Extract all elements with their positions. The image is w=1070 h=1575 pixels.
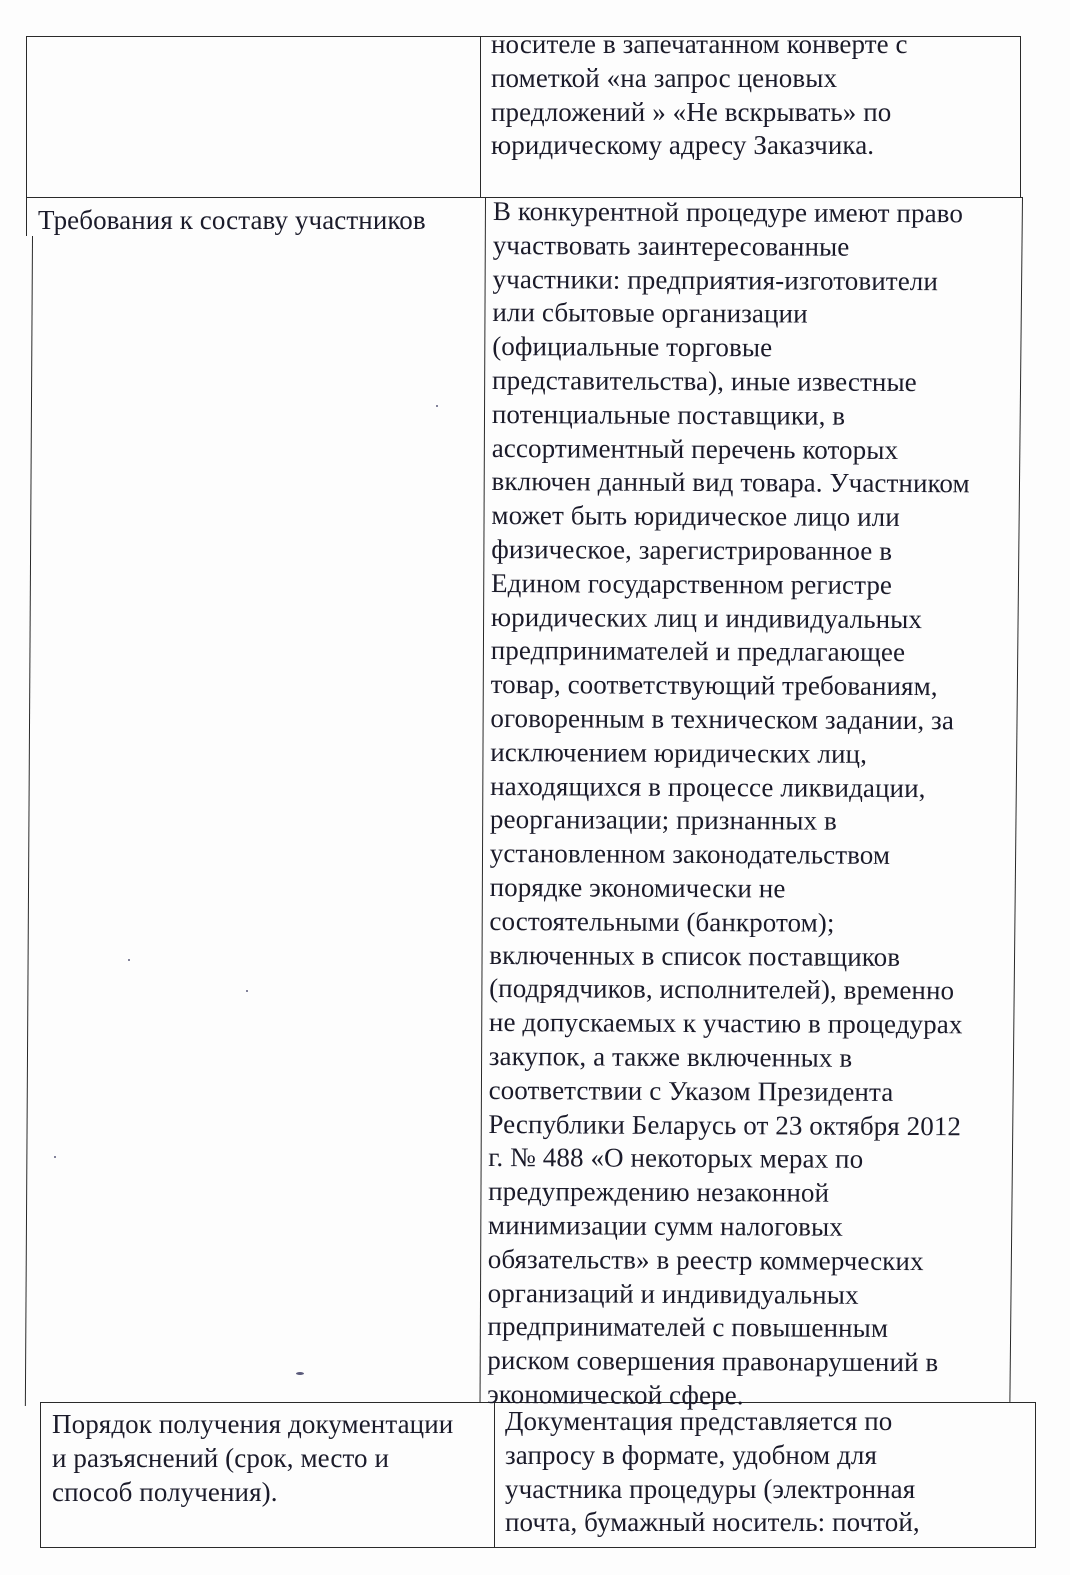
column-divider-middle <box>480 197 486 1402</box>
scan-speck <box>54 1156 56 1158</box>
column-divider-upper <box>480 36 481 197</box>
scan-speck <box>436 405 438 407</box>
table-left-border-lower <box>40 1402 41 1547</box>
scan-speck <box>296 1372 304 1375</box>
scan-speck <box>246 990 248 992</box>
row-3-content: Документация представляется по запросу в формате, удобном для участника процедуры (электронная почта, бумажный носитель: почтой, <box>505 1406 920 1538</box>
row-2-label: Требования к составу участников <box>38 205 426 235</box>
table-bottom-border <box>40 1547 1036 1548</box>
row-1-content: носителе в запечатанном конверте с пометкой «на запрос ценовых предложений » «Не вскрывать» по юридическому адресу Заказчика. <box>491 29 908 161</box>
row-3-label: Порядок получения документации и разъяснений (срок, место и способ получения). <box>52 1409 454 1507</box>
table-right-border-upper <box>1020 36 1021 197</box>
row-2-content: В конкурентной процедуре имеют право участвовать заинтересованные участники: предприятия-изготовители или сбытовые организации (официальные торговые представительства), иные известные потенциальные поставщики, в ассортиментный перечень которых включен данный вид товара. Участником может быть юридическое лицо или физическое, зарегистрированное в Едином государственном регистре юридических лиц и индивидуальных предпринимателей и предлагающее товар, соответствующий требованиям, оговоренным в техническом задании, за исключением юридических лиц, находящихся в процессе ликвидации, реорганизации; признанных в установленном законодательством порядке экономически не состоятельными (банкротом); включенных в список поставщиков (подрядчиков, исполнителей), временно не допускаемых к участию в процедурах закупок, а также включенных в соответствии с Указом Президента Республики Беларусь от 23 октября 2012 г. № 488 «О некоторых мерах по предупреждению незаконной минимизации сумм налоговых обязательств» в реестр коммерческих организаций и индивидуальных предпринимателей с повышенным риском совершения правонарушений в экономической сфере. <box>487 195 970 1411</box>
scan-speck <box>128 959 130 961</box>
table-left-border-middle <box>25 236 33 1406</box>
column-divider-lower <box>494 1402 495 1547</box>
table-right-border-lower <box>1035 1402 1036 1547</box>
table-left-border-upper <box>26 36 27 236</box>
